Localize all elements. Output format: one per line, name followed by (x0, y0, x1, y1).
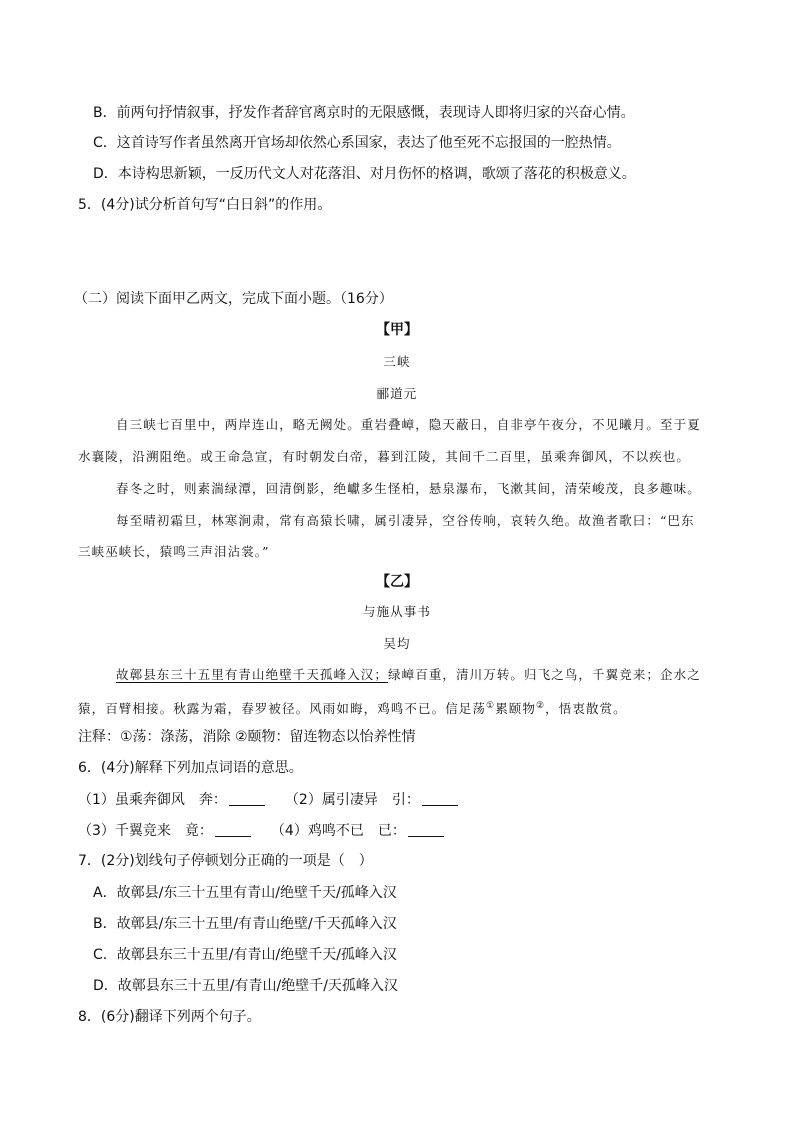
underlined-sentence: 故鄣县东三十五里有青山绝壁千天孤峰入汉； (116, 667, 389, 682)
text-jia-line: 水襄陵，沿溯阻绝。或王命急宣，有时朝发白帝，暮到江陵，其间千二百里，虽乘奔御风，不以疾也。 (78, 449, 691, 464)
q4-option-b: B．前两句抒情叙事，抒发作者辞官离京时的无限感慨，表现诗人即将归家的兴奋心情。 (93, 105, 635, 121)
q4-option-d: D．本诗构思新颖，一反历代文人对花落泪、对月伤怀的格调，歌颂了落花的积极意义。 (93, 166, 636, 182)
text-yi-title: 与施从事书 (362, 604, 431, 619)
q7-option-b: B．故鄣县/东三十五里/有青山绝壁/千天孤峰入汉 (93, 916, 397, 932)
text-jia-line: 三峡巫峡长，猿鸣三声泪沾裳。” (78, 544, 270, 559)
q4-option-c: C．这首诗写作者虽然离开官场却依然心系国家，表达了他至死不忘报国的一腔热情。 (93, 135, 621, 151)
answer-blank[interactable] (422, 791, 458, 806)
q6-item-4: （4）鸡鸣不已 已： (270, 823, 406, 839)
text-yi-line-1-rest: 绿嶂百重，清川万转。归飞之鸟，千翼竞来；企水之 (388, 667, 701, 682)
answer-blank[interactable] (229, 791, 265, 806)
text-yi-author: 吴均 (383, 636, 411, 651)
question-5: 5．(4分)试分析首句写“白日斜”的作用。 (78, 197, 332, 213)
text-yi-line-2-b: 累颐物 (495, 701, 536, 717)
question-7: 7．(2分)划线句子停顿划分正确的一项是（ ） (78, 853, 373, 869)
note-marker-1: ① (486, 701, 496, 711)
text-yi-line-2-c: ，悟衷散赏。 (545, 701, 627, 717)
answer-blank[interactable] (408, 822, 444, 837)
q7-option-a: A．故鄣县/东三十五里有青山/绝壁千天/孤峰入汉 (93, 885, 397, 901)
footnotes: 注释：①荡：涤荡，消除 ②颐物：留连物态以怡养性情 (78, 729, 416, 745)
text-yi-line-1 (116, 665, 701, 685)
text-jia-line: 每至晴初霜旦，林寒涧肃，常有高猿长啸，属引凄异，空谷传响，哀转久绝。故渔者歌曰：“巴东 (116, 513, 695, 528)
answer-blank[interactable] (215, 822, 251, 837)
text-jia-line: 自三峡七百里中，两岸连山，略无阙处。重岩叠嶂，隐天蔽日，自非亭午夜分，不见曦月。至于夏 (116, 417, 701, 432)
question-8: 8．(6分)翻译下列两个句子。 (78, 1009, 261, 1025)
q6-row-2 (78, 821, 444, 841)
text-jia-title: 三峡 (383, 354, 411, 369)
text-yi-marker: 【乙】 (376, 574, 418, 590)
section-2-heading: （二）阅读下面甲乙两文，完成下面小题。（16分） (74, 291, 393, 307)
text-jia-author: 郦道元 (376, 386, 418, 401)
note-marker-2: ② (536, 701, 546, 711)
q6-item-1: （1）虽乘奔御风 奔： (78, 792, 227, 808)
q6-item-2: （2）属引凄异 引： (284, 792, 420, 808)
text-yi-line-2 (78, 696, 627, 719)
text-jia-marker: 【甲】 (376, 322, 418, 338)
text-yi-line-2-a: 猿，百臂相接。秋露为霜，春罗被径。风雨如晦，鸡鸣不已。信足荡 (78, 701, 487, 717)
q7-option-d: D．故鄣县东三十五里/有青山/绝壁千/天孤峰入汉 (93, 978, 398, 994)
question-6: 6．(4分)解释下列加点词语的意思。 (78, 760, 303, 776)
q6-item-3: （3）千翼竞来 竟： (78, 823, 213, 839)
q7-option-c: C．故鄣县东三十五里/有青山/绝壁千天/孤峰入汉 (93, 947, 397, 963)
text-jia-line: 春冬之时，则素湍绿潭，回清倒影，绝巘多生怪柏，悬泉瀑布，飞漱其间，清荣峻茂，良多趣味。 (116, 481, 701, 496)
q6-row-1 (78, 790, 458, 810)
